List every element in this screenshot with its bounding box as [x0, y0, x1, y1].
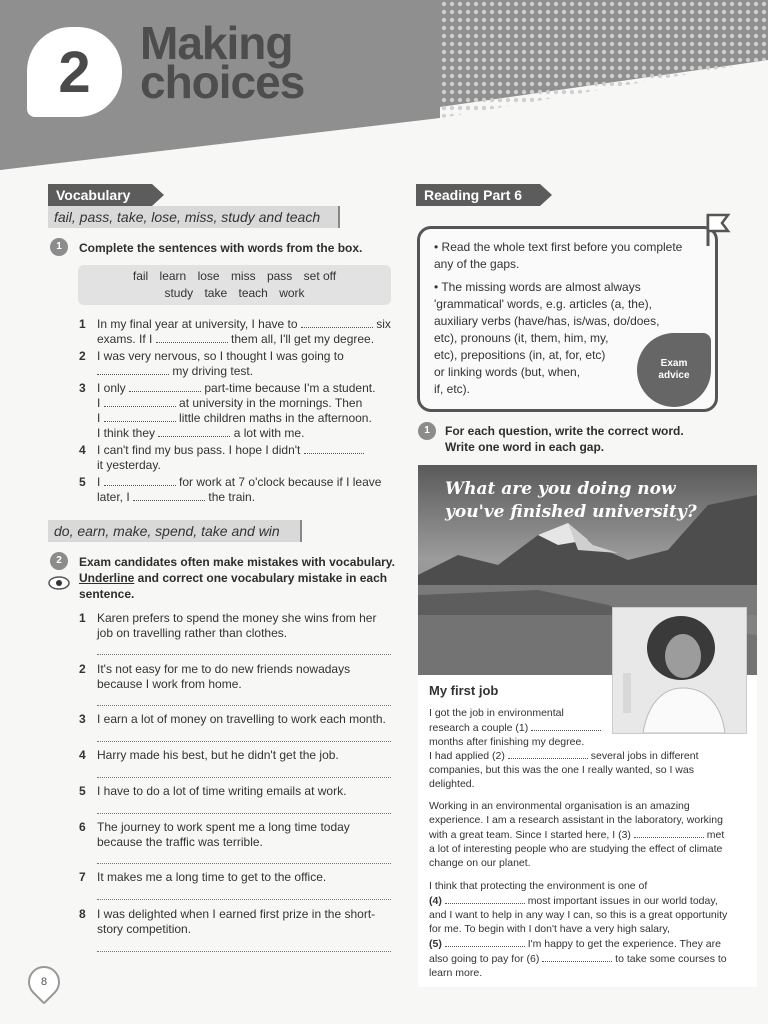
- answer-gap[interactable]: [158, 426, 230, 437]
- item-text: because I work from home.: [97, 677, 242, 691]
- exam-advice-label: advice: [658, 370, 690, 381]
- gap-1[interactable]: [531, 720, 601, 731]
- instruction-line: For each question, write the correct word.: [445, 424, 684, 438]
- word: learn: [159, 269, 187, 283]
- answer-line[interactable]: [97, 653, 391, 655]
- item-text: I: [97, 396, 101, 410]
- answer-gap[interactable]: [104, 475, 176, 486]
- item-number: 3: [79, 712, 86, 726]
- gap-3[interactable]: [634, 827, 704, 838]
- answer-gap[interactable]: [133, 490, 205, 501]
- unit-title: [140, 17, 305, 108]
- topic1-heading: fail, pass, take, lose, miss, study and teach: [48, 206, 340, 228]
- ex2-item-3: [79, 712, 397, 727]
- word: take: [204, 286, 228, 300]
- unit-title-line1: Making: [140, 17, 293, 69]
- item-number: 6: [79, 820, 86, 834]
- article-text: several jobs in different: [590, 750, 699, 762]
- advice-text: if, etc).: [434, 382, 471, 396]
- tag-arrow-icon: [152, 184, 164, 206]
- word: miss: [230, 269, 256, 283]
- ex2-item-6: [79, 820, 397, 850]
- instruction-line: Exam candidates often make mistakes with vocabulary.: [79, 555, 395, 569]
- article-text: met: [706, 829, 725, 841]
- answer-line[interactable]: [97, 704, 391, 706]
- article-text: learn more.: [429, 967, 483, 979]
- ex2-item-1: [79, 611, 397, 641]
- item-text: because the traffic was terrible.: [97, 835, 263, 849]
- woman-portrait-photo: [612, 607, 747, 734]
- word: lose: [197, 269, 220, 283]
- word: fail: [132, 269, 149, 283]
- topic2-heading: do, earn, make, spend, take and win: [48, 520, 302, 542]
- item-text: my driving test.: [172, 364, 254, 378]
- ex1-item-1: [79, 317, 397, 347]
- article-paragraph-3: [429, 879, 747, 980]
- article-paragraph-1b: [429, 748, 744, 791]
- word-box: [78, 265, 391, 305]
- item-text: I think they: [97, 426, 156, 440]
- article-text: for me. To begin with I don't have a very high salary,: [429, 923, 670, 935]
- item-text: little children maths in the afternoon.: [179, 411, 372, 425]
- item-number: 4: [79, 443, 86, 457]
- article-text: I'm happy to get the experience. They are: [527, 938, 721, 950]
- unit-number-badge: 2: [27, 27, 122, 117]
- article-paragraph-1: [429, 706, 619, 749]
- item-number: 4: [79, 748, 86, 762]
- answer-gap[interactable]: [104, 396, 176, 407]
- instruction-line: sentence.: [79, 587, 135, 601]
- exercise-number: 1: [50, 238, 68, 256]
- item-text: It's not easy for me to do new friends nowadays: [97, 662, 351, 676]
- word: work: [279, 286, 305, 300]
- item-text: I was delighted when I earned first prize in the short-: [97, 907, 376, 921]
- item-text: I only: [97, 381, 126, 395]
- article-paragraph-2: [429, 799, 747, 870]
- item-text: later, I: [97, 490, 130, 504]
- ex2-item-5: [79, 784, 397, 799]
- article-text: experience. I am a research assistant in the laboratory, working: [429, 814, 723, 826]
- article-subheading: My first job: [429, 683, 499, 698]
- word-box-row2: [78, 285, 391, 302]
- article-text: and I want to help in any way I can, so this is a great opportunity: [429, 909, 728, 921]
- item-text: it yesterday.: [97, 458, 161, 472]
- item-text: It makes me a long time to get to the office.: [97, 870, 327, 884]
- item-text: at university in the mornings. Then: [179, 396, 363, 410]
- item-text: a lot with me.: [233, 426, 305, 440]
- word: study: [164, 286, 194, 300]
- tag-arrow-icon: [540, 184, 552, 206]
- item-text: The journey to work spent me a long time today: [97, 820, 350, 834]
- gap-6[interactable]: [542, 951, 612, 962]
- vocabulary-tag: Vocabulary: [48, 184, 152, 206]
- item-text: exams. If I: [97, 332, 153, 346]
- item-number: 7: [79, 870, 86, 884]
- item-text: I: [97, 411, 101, 425]
- article-text: research a couple (1): [429, 722, 529, 734]
- article-text: with a great team. Since I started here, I (3): [429, 829, 631, 841]
- advice-text: etc), prepositions (in, at, for, etc): [434, 348, 606, 362]
- answer-line[interactable]: [97, 812, 391, 814]
- item-number: 1: [79, 611, 86, 625]
- article-text: Working in an environmental organisation is an amazing: [429, 800, 690, 812]
- article-title-line: you've finished university?: [445, 502, 697, 522]
- gap-5[interactable]: [445, 936, 525, 947]
- eye-icon: [48, 575, 70, 591]
- page-number: 8: [40, 976, 48, 988]
- article-text: months after finishing my degree.: [429, 736, 585, 748]
- advice-text: auxiliary verbs (have/has, is/was, do/does,: [434, 314, 660, 328]
- answer-gap[interactable]: [304, 443, 364, 454]
- item-number: 1: [79, 317, 86, 331]
- answer-gap[interactable]: [97, 364, 169, 375]
- article-text: I had applied (2): [429, 750, 505, 762]
- article-text: I got the job in environmental: [429, 707, 564, 719]
- item-text: I: [97, 475, 101, 489]
- item-text: story competition.: [97, 922, 192, 936]
- article-text: I think that protecting the environment is one of: [429, 880, 648, 892]
- word: set off: [303, 269, 337, 283]
- exercise-number: 1: [418, 422, 436, 440]
- article-text: delighted.: [429, 778, 475, 790]
- item-text: Harry made his best, but he didn't get the job.: [97, 748, 339, 762]
- instruction-line: Write one word in each gap.: [445, 440, 605, 454]
- item-text: six: [376, 317, 391, 331]
- word: pass: [266, 269, 293, 283]
- ex1-item-5: [79, 475, 397, 505]
- exam-advice-label: Exam: [660, 358, 688, 369]
- ex2-item-2: [79, 662, 397, 692]
- article-text: most important issues in our world today,: [527, 895, 718, 907]
- answer-gap[interactable]: [129, 381, 201, 392]
- advice-text: Read the whole text first before you complete any of the gaps.: [434, 240, 683, 271]
- answer-gap[interactable]: [156, 332, 228, 343]
- item-text: I earn a lot of money on travelling to work each month.: [97, 712, 386, 726]
- item-text: them all, I'll get my degree.: [231, 332, 375, 346]
- unit-title-line2: choices: [140, 56, 305, 108]
- word: teach: [238, 286, 268, 300]
- article-text: a lot of interesting people who are studying the effect of climate: [429, 843, 723, 855]
- answer-line[interactable]: [97, 740, 391, 742]
- item-number: 2: [79, 349, 86, 363]
- article-text: change on our planet.: [429, 857, 531, 869]
- gap-4[interactable]: [445, 893, 525, 904]
- ex2-item-4: [79, 748, 397, 763]
- item-text: I can't find my bus pass. I hope I didn't: [97, 443, 301, 457]
- item-text: the train.: [208, 490, 256, 504]
- answer-gap[interactable]: [104, 411, 176, 422]
- advice-text: 'grammatical' words, e.g. articles (a, the),: [434, 297, 652, 311]
- item-number: 8: [79, 907, 86, 921]
- article-title-line: What are you doing now: [445, 479, 676, 499]
- item-text: I was very nervous, so I thought I was going to: [97, 349, 344, 363]
- gap-number: (5): [429, 938, 442, 950]
- word-box-row1: [78, 268, 391, 285]
- advice-bullet-1: • Read the whole text first before you complete any of the gaps.: [434, 240, 683, 271]
- ex1-item-4: [79, 443, 397, 473]
- advice-bullet-2: • The missing words are almost always 'grammatical' words, e.g. articles (a, the), auxiliary verbs (have/has, is/was, do/does, etc), pronouns (it, them, him, my, etc), prepositions (in, at, for, etc) or linking words (but, when, if, etc).: [434, 280, 660, 396]
- item-text: for work at 7 o'clock because if I leave: [179, 475, 382, 489]
- exercise-number: 2: [50, 552, 68, 570]
- ex1-item-3: [79, 381, 397, 441]
- answer-gap[interactable]: [301, 317, 373, 328]
- article-text: also going to pay for (6): [429, 953, 540, 965]
- item-text: part-time because I'm a student.: [204, 381, 376, 395]
- answer-line[interactable]: [97, 898, 391, 900]
- advice-text: or linking words (but, when,: [434, 365, 581, 379]
- article-title: [445, 478, 697, 524]
- item-text: I have to do a lot of time writing emails at work.: [97, 784, 347, 798]
- exercise2-instruction: [79, 554, 399, 602]
- article-text: companies, but this was the one I really wanted, so I was: [429, 764, 694, 776]
- reading-tag: Reading Part 6: [416, 184, 540, 206]
- advice-text: etc), pronouns (it, them, him, my,: [434, 331, 609, 345]
- instruction-underline: Underline: [79, 571, 135, 585]
- exam-advice-badge: [637, 333, 711, 407]
- reading-instruction: [445, 423, 745, 455]
- advice-text: The missing words are almost always: [441, 280, 641, 294]
- item-number: 3: [79, 381, 86, 395]
- item-text: Karen prefers to spend the money she wins from her: [97, 611, 377, 625]
- article-text: to take some courses to: [615, 953, 727, 965]
- flag-icon: [700, 212, 732, 246]
- instruction-line: and correct one vocabulary mistake in each: [134, 571, 388, 585]
- answer-line[interactable]: [97, 776, 391, 778]
- page-number-marker: [21, 959, 66, 1004]
- item-text: In my final year at university, I have to: [97, 317, 298, 331]
- ex1-item-2: [79, 349, 397, 379]
- gap-2[interactable]: [508, 748, 588, 759]
- ex2-item-8: [79, 907, 397, 937]
- gap-number: (4): [429, 895, 442, 907]
- exercise1-instruction: Complete the sentences with words from the box.: [79, 241, 363, 255]
- item-number: 5: [79, 475, 86, 489]
- answer-line[interactable]: [97, 862, 391, 864]
- answer-line[interactable]: [97, 950, 391, 952]
- item-text: job on travelling rather than clothes.: [97, 626, 288, 640]
- item-number: 2: [79, 662, 86, 676]
- ex2-item-7: [79, 870, 397, 885]
- item-number: 5: [79, 784, 86, 798]
